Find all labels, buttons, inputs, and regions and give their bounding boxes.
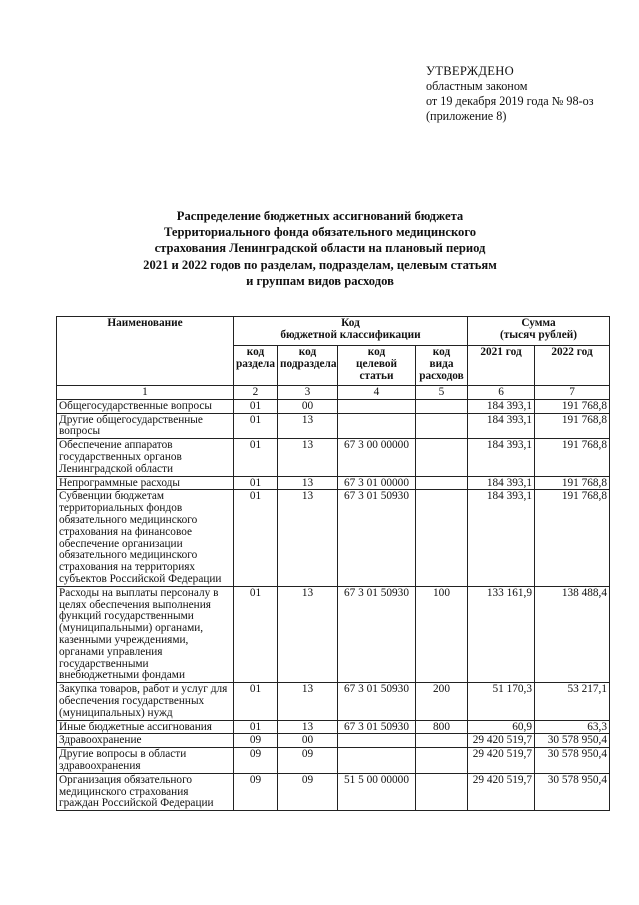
column-number: 6 <box>468 386 535 400</box>
row-name: Другие вопросы в области здравоохранения <box>57 748 234 774</box>
row-name: Обеспечение аппаратов государственных органов Ленинградской области <box>57 439 234 476</box>
row-2021: 184 393,1 <box>468 399 535 413</box>
header-target-line-2: целевой <box>355 357 398 370</box>
title-line-3: страхования Ленинградской области на плановый период <box>154 241 486 256</box>
document-title <box>90 208 550 289</box>
row-2022: 191 768,8 <box>535 439 610 476</box>
row-2022: 191 768,8 <box>535 399 610 413</box>
row-2021: 29 420 519,7 <box>468 734 535 748</box>
row-razdel: 09 <box>234 734 278 748</box>
table-row <box>57 773 610 810</box>
row-name: Расходы на выплаты персоналу в целях обеспечения выполнения функций государственными (муниципальными) органами, казенными учреждениями, органами управления государственными внебюджетными фондами <box>57 586 234 682</box>
header-razdel <box>234 346 278 386</box>
row-razdel: 01 <box>234 413 278 439</box>
row-podrazdel: 00 <box>278 734 338 748</box>
table-row <box>57 490 610 586</box>
row-2021: 184 393,1 <box>468 413 535 439</box>
row-podrazdel: 13 <box>278 586 338 682</box>
column-number: 7 <box>535 386 610 400</box>
row-razdel: 01 <box>234 683 278 720</box>
row-2021: 29 420 519,7 <box>468 773 535 810</box>
row-2022: 53 217,1 <box>535 683 610 720</box>
approval-heading: УТВЕРЖДЕНО <box>426 64 515 78</box>
row-target: 51 5 00 00000 <box>338 773 416 810</box>
row-name: Иные бюджетные ассигнования <box>57 720 234 734</box>
header-razdel-line-1: код <box>246 346 265 358</box>
row-vid <box>416 734 468 748</box>
table-row <box>57 439 610 476</box>
header-2021: 2021 год <box>468 346 535 386</box>
row-target: 67 3 01 50930 <box>338 586 416 682</box>
title-line-4: 2021 и 2022 годов по разделам, подразделам, целевым статьям <box>143 257 497 272</box>
row-name: Общегосударственные вопросы <box>57 399 234 413</box>
row-2021: 133 161,9 <box>468 586 535 682</box>
header-podrazdel-line-1: код <box>298 346 317 358</box>
row-vid <box>416 773 468 810</box>
row-razdel: 01 <box>234 399 278 413</box>
row-2021: 184 393,1 <box>468 476 535 490</box>
row-podrazdel: 13 <box>278 413 338 439</box>
header-sum-line-1: Сумма <box>521 317 556 329</box>
row-2022: 30 578 950,4 <box>535 773 610 810</box>
row-razdel: 01 <box>234 490 278 586</box>
row-vid <box>416 490 468 586</box>
row-target <box>338 399 416 413</box>
table-row <box>57 720 610 734</box>
header-code-line-2: бюджетной классификации <box>280 328 421 341</box>
title-line-5: и группам видов расходов <box>246 273 394 288</box>
header-sum-line-2: (тысяч рублей) <box>499 328 578 341</box>
table-row <box>57 476 610 490</box>
row-target: 67 3 01 50930 <box>338 720 416 734</box>
column-number: 1 <box>57 386 234 400</box>
row-vid: 100 <box>416 586 468 682</box>
table-row <box>57 399 610 413</box>
row-name: Непрограммные расходы <box>57 476 234 490</box>
header-2022: 2022 год <box>535 346 610 386</box>
title-line-2: Территориального фонда обязательного медицинского <box>163 225 477 240</box>
header-target-line-3: статьи <box>359 369 394 382</box>
row-vid <box>416 439 468 476</box>
header-name: Наименование <box>57 317 234 386</box>
row-razdel: 01 <box>234 586 278 682</box>
row-podrazdel: 09 <box>278 748 338 774</box>
approval-stamp <box>426 64 631 124</box>
row-name: Закупка товаров, работ и услуг для обеспечения государственных (муниципальных) нужд <box>57 683 234 720</box>
table-row <box>57 413 610 439</box>
row-2022: 191 768,8 <box>535 490 610 586</box>
row-target: 67 3 01 50930 <box>338 683 416 720</box>
table-row <box>57 586 610 682</box>
header-podrazdel <box>278 346 338 386</box>
row-name: Организация обязательного медицинского страхования граждан Российской Федерации <box>57 773 234 810</box>
row-2022: 191 768,8 <box>535 413 610 439</box>
budget-table <box>56 316 610 811</box>
column-numbers-row <box>57 386 610 400</box>
row-name: Другие общегосударственные вопросы <box>57 413 234 439</box>
row-razdel: 09 <box>234 748 278 774</box>
column-number: 3 <box>278 386 338 400</box>
row-2021: 184 393,1 <box>468 439 535 476</box>
column-number: 5 <box>416 386 468 400</box>
title-line-1: Распределение бюджетных ассигнований бюджета <box>176 209 464 223</box>
header-vid-line-1: код <box>432 346 451 358</box>
header-target-line-1: код <box>367 346 386 358</box>
row-razdel: 09 <box>234 773 278 810</box>
header-podrazdel-line-2: подраздела <box>280 357 337 370</box>
table-row <box>57 748 610 774</box>
row-vid <box>416 476 468 490</box>
row-podrazdel: 09 <box>278 773 338 810</box>
row-2021: 29 420 519,7 <box>468 748 535 774</box>
row-razdel: 01 <box>234 476 278 490</box>
row-podrazdel: 00 <box>278 399 338 413</box>
row-vid <box>416 748 468 774</box>
header-vid <box>416 346 468 386</box>
column-number: 2 <box>234 386 278 400</box>
header-code-line-1: Код <box>341 317 360 329</box>
row-2022: 30 578 950,4 <box>535 748 610 774</box>
row-target <box>338 748 416 774</box>
row-name: Субвенции бюджетам территориальных фондов обязательного медицинского страхования на финансовое обеспечение организации обязательного медицинского страхования на территориях субъектов Российской Федерации <box>57 490 234 586</box>
approval-line-3: (приложение 8) <box>426 109 507 123</box>
row-razdel: 01 <box>234 439 278 476</box>
header-vid-line-3: расходов <box>419 369 464 382</box>
row-2021: 60,9 <box>468 720 535 734</box>
row-podrazdel: 13 <box>278 439 338 476</box>
row-target <box>338 413 416 439</box>
table-row <box>57 683 610 720</box>
header-code-group <box>234 317 468 346</box>
row-2022: 30 578 950,4 <box>535 734 610 748</box>
row-razdel: 01 <box>234 720 278 734</box>
row-2022: 138 488,4 <box>535 586 610 682</box>
approval-line-2: от 19 декабря 2019 года № 98-оз <box>426 94 594 108</box>
row-podrazdel: 13 <box>278 490 338 586</box>
header-razdel-line-2: раздела <box>236 357 275 370</box>
row-podrazdel: 13 <box>278 720 338 734</box>
approval-line-1: областным законом <box>426 79 528 93</box>
row-target: 67 3 00 00000 <box>338 439 416 476</box>
header-sum-group <box>468 317 610 346</box>
header-vid-line-2: вида <box>429 357 454 370</box>
row-2021: 51 170,3 <box>468 683 535 720</box>
row-podrazdel: 13 <box>278 476 338 490</box>
row-2022: 63,3 <box>535 720 610 734</box>
row-2022: 191 768,8 <box>535 476 610 490</box>
row-vid: 800 <box>416 720 468 734</box>
row-vid <box>416 399 468 413</box>
row-target <box>338 734 416 748</box>
row-podrazdel: 13 <box>278 683 338 720</box>
row-2021: 184 393,1 <box>468 490 535 586</box>
row-target: 67 3 01 00000 <box>338 476 416 490</box>
row-vid: 200 <box>416 683 468 720</box>
column-number: 4 <box>338 386 416 400</box>
row-name: Здравоохранение <box>57 734 234 748</box>
row-target: 67 3 01 50930 <box>338 490 416 586</box>
row-vid <box>416 413 468 439</box>
table-row <box>57 734 610 748</box>
header-target <box>338 346 416 386</box>
